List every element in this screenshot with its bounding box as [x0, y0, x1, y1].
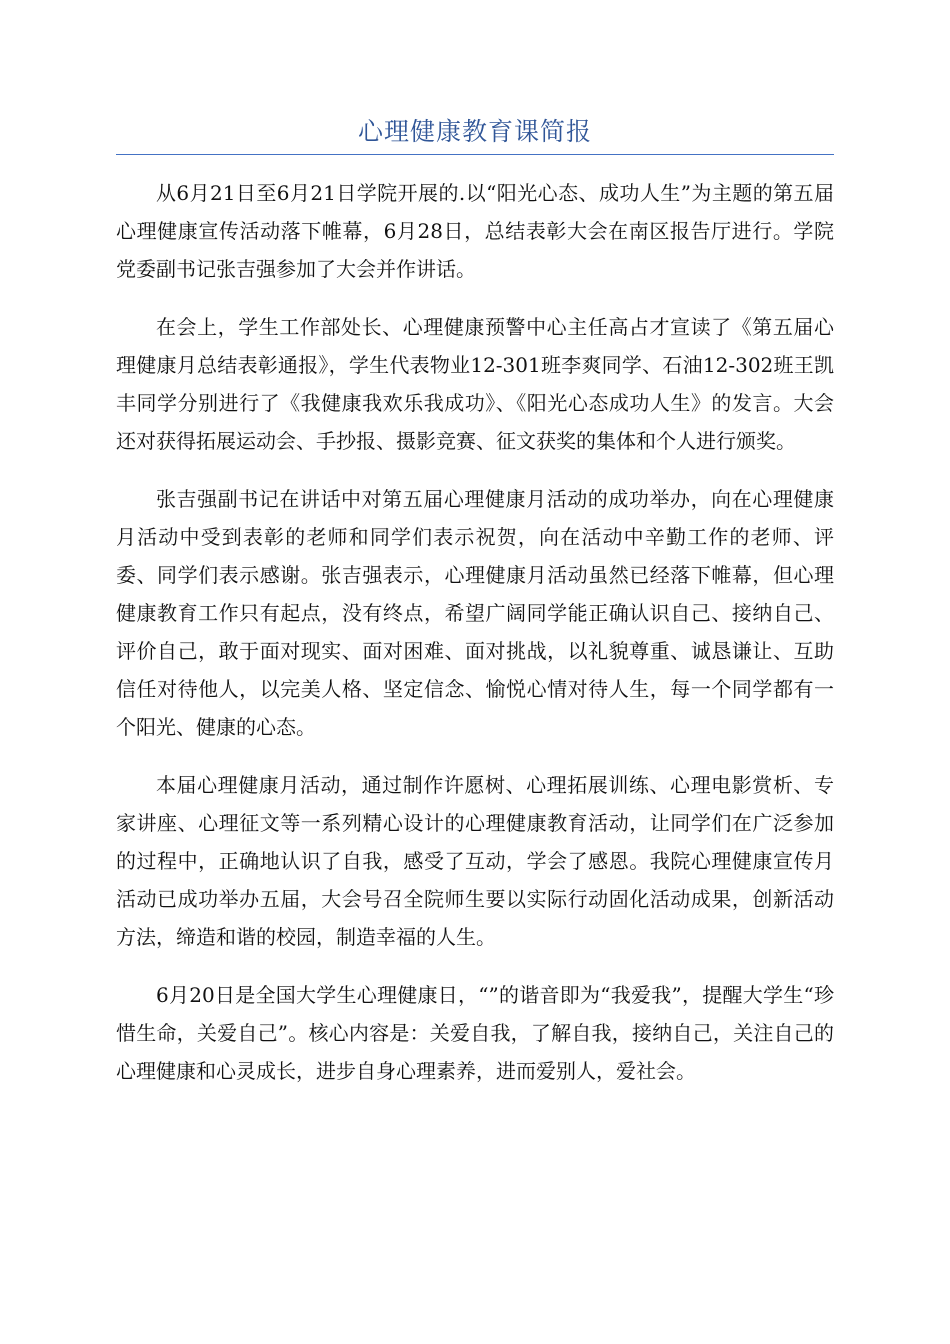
document-body: [116, 174, 834, 1110]
paragraph: 6月20日是全国大学生心理健康日，“”的谐音即为“我爱我”，提醒大学生“珍惜生命，关爱自己”。核心内容是：关爱自我，了解自我，接纳自己，关注自己的心理健康和心灵成长，进步自身心理素养，进而爱别人，爱社会。: [116, 983, 834, 1083]
paragraph: 张吉强副书记在讲话中对第五届心理健康月活动的成功举办，向在心理健康月活动中受到表彰的老师和同学们表示祝贺，向在活动中辛勤工作的老师、评委、同学们表示感谢。张吉强表示，心理健康月活动虽然已经落下帷幕，但心理健康教育工作只有起点，没有终点，希望广阔同学能正确认识自己、接纳自己、评价自己，敢于面对现实、面对困难、面对挑战，以礼貌尊重、诚恳谦让、互助信任对待他人，以完美人格、坚定信念、愉悦心情对待人生，每一个同学都有一个阳光、健康的心态。: [116, 487, 834, 739]
document-title: 心理健康教育课简报: [357, 117, 592, 146]
title-underline: [116, 154, 834, 155]
paragraph: 本届心理健康月活动，通过制作许愿树、心理拓展训练、心理电影赏析、专家讲座、心理征文等一系列精心设计的心理健康教育活动，让同学们在广泛参加的过程中，正确地认识了自我，感受了互动，学会了感恩。我院心理健康宣传月活动已成功举办五届，大会号召全院师生要以实际行动固化活动成果，创新活动方法，缔造和谐的校园，制造幸福的人生。: [116, 773, 834, 949]
paragraph: 从6月21日至6月21日学院开展的.以“阳光心态、成功人生”为主题的第五届心理健康宣传活动落下帷幕，6月28日，总结表彰大会在南区报告厅进行。学院党委副书记张吉强参加了大会并作讲话。: [116, 181, 834, 281]
paragraph: 在会上，学生工作部处长、心理健康预警中心主任高占才宣读了《第五届心理健康月总结表彰通报》，学生代表物业12-301班李爽同学、石油12-302班王凯丰同学分别进行了《我健康我欢乐我成功》、《阳光心态成功人生》的发言。大会还对获得拓展运动会、手抄报、摄影竞赛、征文获奖的集体和个人进行颁奖。: [116, 315, 834, 453]
